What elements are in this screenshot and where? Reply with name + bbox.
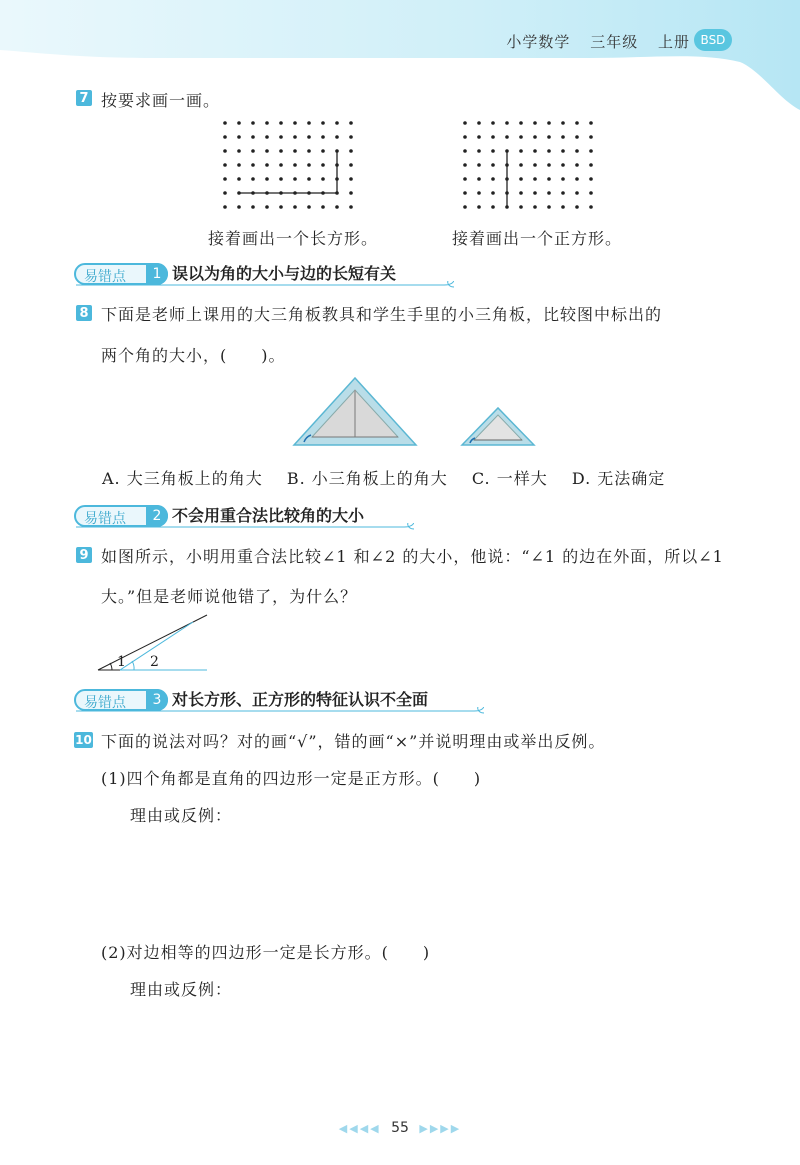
grid-dot[interactable] [307, 135, 311, 139]
grid-dot[interactable] [575, 121, 579, 125]
grid-dot[interactable] [519, 163, 523, 167]
grid-dot[interactable] [265, 135, 269, 139]
grid-dot[interactable] [547, 135, 551, 139]
question-8-line1: 下面是老师上课用的大三角板教具和学生手里的小三角板，比较图中标出的 [101, 305, 663, 324]
grid-dot[interactable] [307, 177, 311, 181]
grid-dot[interactable] [561, 149, 565, 153]
grid-dot[interactable] [321, 135, 325, 139]
error-point-number: 2 [146, 505, 168, 527]
grid-dot[interactable] [491, 149, 495, 153]
grid-dot[interactable] [533, 149, 537, 153]
angle-1-label: 1 [117, 654, 126, 670]
right-arrows-icon: ▶▶▶▶ [419, 1122, 462, 1135]
grid-dot[interactable] [575, 191, 579, 195]
grid-dot[interactable] [561, 163, 565, 167]
grid-dot[interactable] [491, 121, 495, 125]
grid-dot[interactable] [505, 135, 509, 139]
grid-dot[interactable] [279, 149, 283, 153]
grid-dot[interactable] [589, 177, 593, 181]
option-b[interactable]: B. 小三角板上的角大 [286, 469, 448, 488]
grid-dot[interactable] [477, 177, 481, 181]
grid-dot[interactable] [265, 177, 269, 181]
answer-area-2[interactable] [130, 1005, 730, 1105]
grid-dot[interactable] [237, 177, 241, 181]
grid-dot[interactable] [477, 135, 481, 139]
grid-dot[interactable] [349, 135, 353, 139]
grid-dot[interactable] [547, 177, 551, 181]
grid-dot[interactable] [589, 149, 593, 153]
grid-dot[interactable] [561, 121, 565, 125]
grid-dot[interactable] [265, 163, 269, 167]
grid-dot[interactable] [223, 177, 227, 181]
grid-dot[interactable] [279, 135, 283, 139]
error-point-label: 易错点 [84, 269, 126, 285]
grid-dot[interactable] [519, 135, 523, 139]
option-a[interactable]: A. 大三角板上的角大 [102, 469, 263, 488]
grid-dot[interactable] [477, 121, 481, 125]
caption-rectangle: 接着画出一个长方形。 [208, 229, 379, 248]
grid-dot[interactable] [251, 163, 255, 167]
grid-dot[interactable] [265, 205, 269, 209]
grid-dot[interactable] [561, 177, 565, 181]
grid-dot[interactable] [321, 163, 325, 167]
error-point-label: 易错点 [84, 695, 126, 711]
error-point-title: 误以为角的大小与边的长短有关 [172, 264, 397, 283]
grid-dot[interactable] [547, 205, 551, 209]
error-point-label: 易错点 [84, 511, 126, 527]
question-10-prompt: 下面的说法对吗？对的画“√”，错的画“×”并说明理由或举出反例。 [101, 732, 606, 751]
grid-dot[interactable] [491, 135, 495, 139]
question-number-9: 9 [76, 547, 92, 563]
error-point-number: 1 [146, 263, 168, 285]
grid-dot[interactable] [335, 205, 339, 209]
grid-dot[interactable] [307, 205, 311, 209]
error-underline-decoration [74, 281, 464, 291]
grid-dot[interactable] [477, 205, 481, 209]
grid-dot[interactable] [519, 205, 523, 209]
grid-dot[interactable] [251, 177, 255, 181]
grid-dot[interactable] [491, 191, 495, 195]
grid-dot[interactable] [349, 121, 353, 125]
question-number-7: 7 [76, 90, 92, 106]
grid-dot[interactable] [589, 205, 593, 209]
grid-dot[interactable] [519, 177, 523, 181]
page-footer [0, 1120, 800, 1136]
grid-dot[interactable] [491, 177, 495, 181]
grid-dot[interactable] [237, 205, 241, 209]
grid-dot[interactable] [463, 205, 467, 209]
grid-dot[interactable] [575, 205, 579, 209]
subject-label: 小学数学 [506, 33, 571, 51]
angle-2-label: 2 [150, 654, 159, 670]
grid-dot[interactable] [533, 191, 537, 195]
question-8-line2: 两个角的大小，( )。 [101, 346, 286, 365]
grid-dot[interactable] [463, 177, 467, 181]
grid-dot[interactable] [477, 149, 481, 153]
grid-dot[interactable] [293, 205, 297, 209]
grid-dot[interactable] [519, 149, 523, 153]
option-c[interactable]: C. 一样大 [471, 469, 548, 488]
grid-dot[interactable] [463, 121, 467, 125]
grid-dot[interactable] [307, 149, 311, 153]
question-10-part1: (1)四个角都是直角的四边形一定是正方形。( ) [101, 769, 482, 788]
grid-dot[interactable] [589, 135, 593, 139]
question-number-10: 10 [75, 733, 92, 747]
grid-dot[interactable] [237, 121, 241, 125]
grid-dot[interactable] [251, 205, 255, 209]
grid-dot[interactable] [293, 121, 297, 125]
error-point-number: 3 [146, 689, 168, 711]
grid-dot[interactable] [223, 135, 227, 139]
grid-dot[interactable] [223, 205, 227, 209]
grid-dot[interactable] [237, 135, 241, 139]
grid-dot[interactable] [533, 205, 537, 209]
error-underline-decoration [74, 707, 494, 717]
dot-grid-square[interactable] [455, 115, 605, 215]
grid-dot[interactable] [533, 177, 537, 181]
grid-dot[interactable] [547, 149, 551, 153]
left-arrows-icon: ◀◀◀◀ [338, 1122, 381, 1135]
reason-label-2: 理由或反例： [130, 980, 233, 999]
grid-dot[interactable] [463, 149, 467, 153]
caption-square: 接着画出一个正方形。 [452, 229, 623, 248]
grid-dot[interactable] [335, 121, 339, 125]
grid-dot[interactable] [251, 149, 255, 153]
grid-dot[interactable] [279, 177, 283, 181]
grid-dot[interactable] [505, 121, 509, 125]
grid-dot[interactable] [223, 149, 227, 153]
dot-grid-rectangle[interactable] [215, 115, 365, 215]
header-info [492, 31, 690, 52]
answer-area-1[interactable] [130, 830, 730, 930]
grid-dot[interactable] [491, 163, 495, 167]
error-point-title: 对长方形、正方形的特征认识不全面 [172, 690, 429, 709]
grid-dot[interactable] [321, 121, 325, 125]
grid-dot[interactable] [265, 149, 269, 153]
grid-dot[interactable] [321, 205, 325, 209]
grid-dot[interactable] [575, 177, 579, 181]
error-point-title: 不会用重合法比较角的大小 [172, 506, 365, 525]
grid-dot[interactable] [575, 149, 579, 153]
grid-dot[interactable] [491, 205, 495, 209]
question-7-prompt: 按要求画一画。 [101, 91, 221, 110]
grid-dot[interactable] [463, 191, 467, 195]
grid-dot[interactable] [279, 121, 283, 125]
triangle-rulers-figure [290, 375, 540, 450]
grid-dot[interactable] [561, 191, 565, 195]
grid-dot[interactable] [293, 177, 297, 181]
grid-dot[interactable] [321, 149, 325, 153]
grid-dot[interactable] [223, 121, 227, 125]
grid-dot[interactable] [547, 163, 551, 167]
grid-dot[interactable] [293, 135, 297, 139]
grid-dot[interactable] [477, 163, 481, 167]
grid-dot[interactable] [349, 177, 353, 181]
error-underline-decoration [74, 523, 424, 533]
option-d[interactable]: D. 无法确定 [571, 469, 666, 488]
grid-dot[interactable] [463, 163, 467, 167]
grid-dot[interactable] [251, 135, 255, 139]
grid-dot[interactable] [477, 191, 481, 195]
grid-dot[interactable] [237, 163, 241, 167]
volume-label: 上册 [657, 33, 690, 51]
grid-dot[interactable] [533, 163, 537, 167]
grid-dot[interactable] [533, 135, 537, 139]
grid-dot[interactable] [519, 121, 523, 125]
grid-dot[interactable] [589, 191, 593, 195]
grid-dot[interactable] [547, 121, 551, 125]
grid-dot[interactable] [321, 177, 325, 181]
question-8-options [102, 466, 665, 489]
grid-dot[interactable] [293, 163, 297, 167]
grid-dot[interactable] [519, 191, 523, 195]
grid-dot[interactable] [561, 205, 565, 209]
grid-dot[interactable] [279, 163, 283, 167]
grid-dot[interactable] [223, 191, 227, 195]
grid-dot[interactable] [265, 121, 269, 125]
grade-label: 三年级 [590, 33, 639, 51]
reason-label-1: 理由或反例： [130, 806, 233, 825]
overlapping-angles-figure [95, 610, 210, 675]
grid-dot[interactable] [293, 149, 297, 153]
grid-dot[interactable] [547, 191, 551, 195]
grid-dot[interactable] [463, 135, 467, 139]
grid-dot[interactable] [307, 163, 311, 167]
grid-dot[interactable] [349, 149, 353, 153]
grid-dot[interactable] [561, 135, 565, 139]
grid-dot[interactable] [589, 163, 593, 167]
grid-dot[interactable] [223, 163, 227, 167]
grid-dot[interactable] [307, 121, 311, 125]
question-number-8: 8 [76, 305, 92, 321]
page-number: 55 [391, 1120, 409, 1136]
grid-dot[interactable] [237, 149, 241, 153]
edition-badge: BSD [694, 29, 732, 51]
grid-dot[interactable] [349, 163, 353, 167]
grid-dot[interactable] [575, 163, 579, 167]
grid-dot[interactable] [589, 121, 593, 125]
grid-dot[interactable] [279, 205, 283, 209]
question-10-part2: (2)对边相等的四边形一定是长方形。( ) [101, 943, 431, 962]
grid-dot[interactable] [251, 121, 255, 125]
grid-dot[interactable] [335, 135, 339, 139]
grid-dot[interactable] [533, 121, 537, 125]
question-9-line2: 大。”但是老师说他错了，为什么？ [101, 587, 358, 606]
question-9-line1: 如图所示，小明用重合法比较∠1 和∠2 的大小，他说：“∠1 的边在外面，所以∠1 [101, 547, 724, 566]
grid-dot[interactable] [349, 205, 353, 209]
grid-dot[interactable] [349, 191, 353, 195]
grid-dot[interactable] [575, 135, 579, 139]
